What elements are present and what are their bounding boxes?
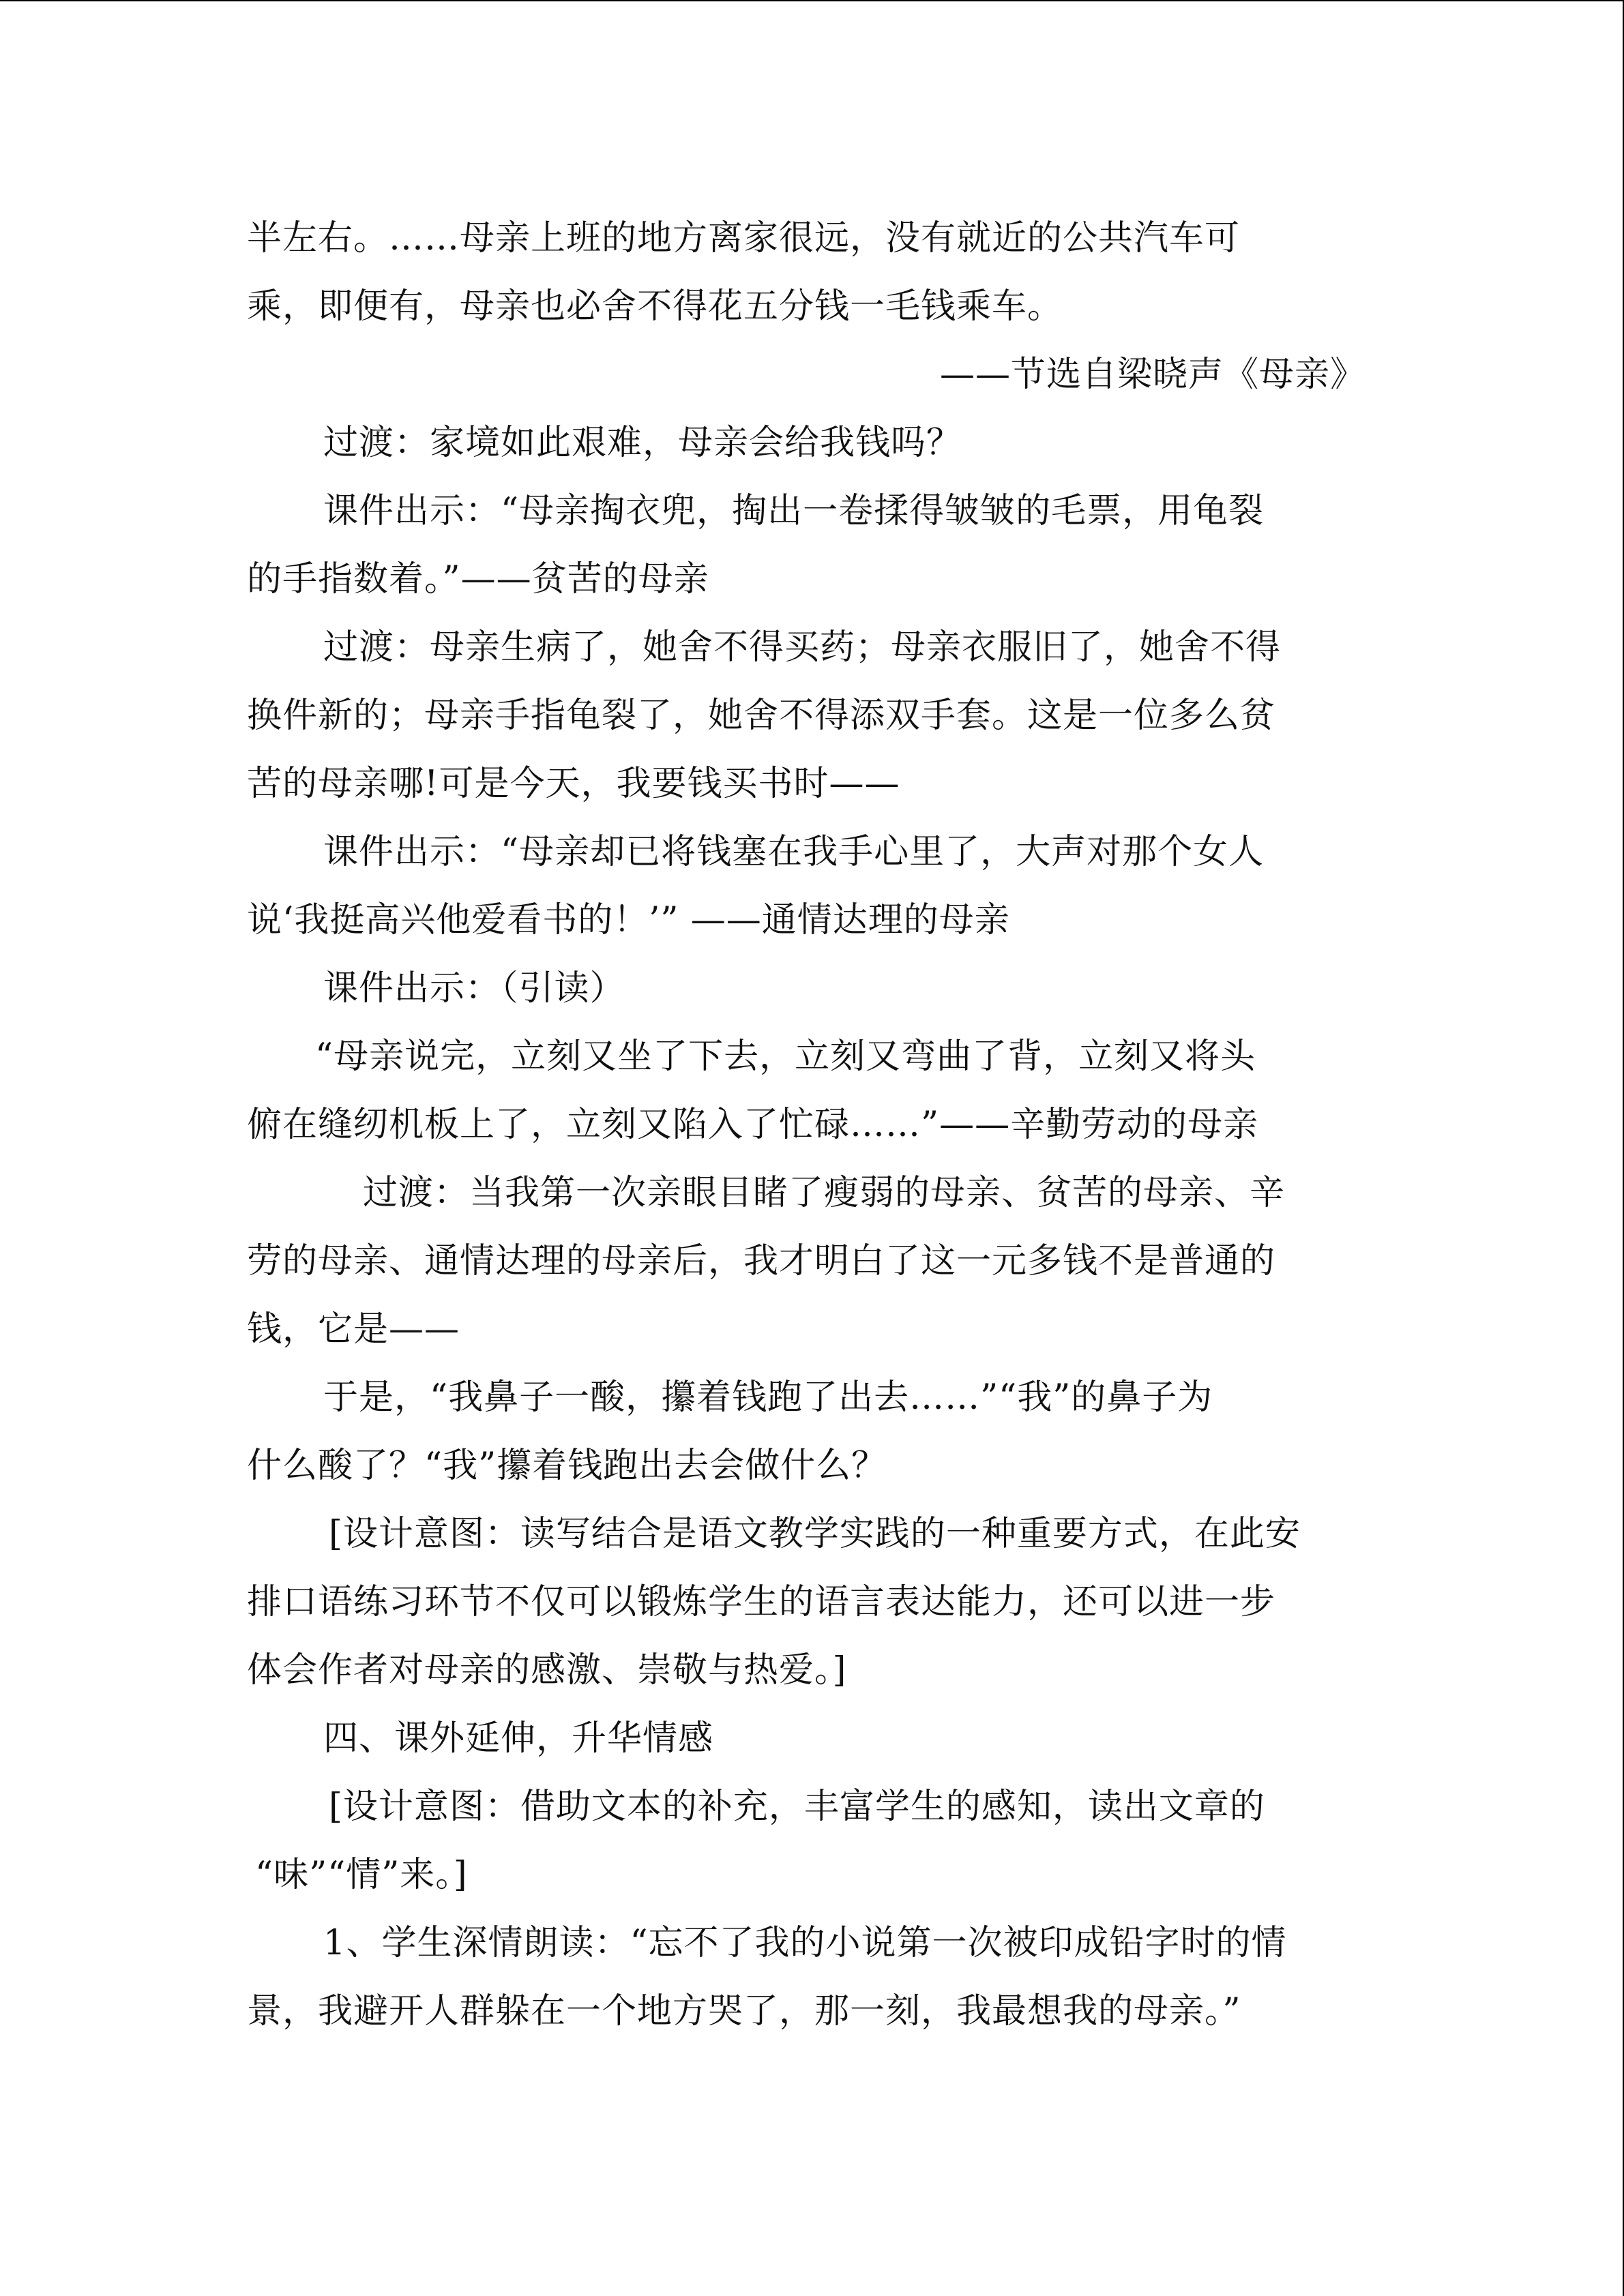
- text-line: 苦的母亲哪!可是今天，我要钱买书时——: [247, 764, 900, 804]
- text-line: 说‘我挺高兴他爱看书的！’” ——通情达理的母亲: [247, 900, 1010, 940]
- text-line: 换件新的；母亲手指龟裂了，她舍不得添双手套。这是一位多么贫: [247, 696, 1276, 736]
- text-line: 乘，即便有，母亲也必舍不得花五分钱一毛钱乘车。: [247, 286, 1063, 327]
- text-line: 于是，“我鼻子一酸，攥着钱跑了出去……”“我”的鼻子为: [323, 1377, 1213, 1418]
- design-intent-line: [设计意图：借助文本的补充，丰富学生的感知，读出文章的: [329, 1787, 1265, 1827]
- document-body: [247, 205, 1365, 2046]
- design-intent-line: 排口语练习环节不仅可以锻炼学生的语言表达能力，还可以进一步: [247, 1582, 1276, 1622]
- design-intent-line: “味”“情”来。]: [255, 1855, 468, 1895]
- text-line: 半左右。……母亲上班的地方离家很远，没有就近的公共汽车可: [247, 218, 1241, 258]
- text-line: 课件出示：“母亲掏衣兜，掏出一卷揉得皱皱的毛票，用龟裂: [323, 491, 1265, 531]
- source-citation: ——节选自梁晓声《母亲》: [939, 355, 1365, 395]
- text-line: 课件出示：“母亲却已将钱塞在我手心里了，大声对那个女人: [323, 832, 1265, 872]
- text-line: 过渡：家境如此艰难，母亲会给我钱吗？: [323, 423, 962, 463]
- text-line: 1、学生深情朗读：“忘不了我的小说第一次被印成铅字时的情: [323, 1923, 1287, 1963]
- text-line: 过渡：母亲生病了，她舍不得买药；母亲衣服旧了，她舍不得: [323, 627, 1282, 668]
- text-line: 劳的母亲、通情达理的母亲后，我才明白了这一元多钱不是普通的: [247, 1241, 1276, 1281]
- text-line: 课件出示：（引读）: [323, 968, 625, 1009]
- design-intent-line: 体会作者对母亲的感激、崇敬与热爱。]: [247, 1650, 847, 1690]
- text-line: 景，我避开人群躲在一个地方哭了，那一刻，我最想我的母亲。”: [247, 1991, 1241, 2031]
- text-line: “母亲说完，立刻又坐了下去，立刻又弯曲了背，立刻又将头: [315, 1037, 1256, 1077]
- section-heading: 四、课外延伸，升华情感: [323, 1718, 714, 1759]
- text-line: 钱，它是——: [247, 1309, 460, 1350]
- text-line: 俯在缝纫机板上了，立刻又陷入了忙碌……”——辛勤劳动的母亲: [247, 1105, 1259, 1145]
- design-intent-line: [设计意图：读写结合是语文教学实践的一种重要方式，在此安: [329, 1514, 1301, 1554]
- text-line: 什么酸了？“我”攥着钱跑出去会做什么？: [247, 1446, 887, 1486]
- text-line: 过渡：当我第一次亲眼目睹了瘦弱的母亲、贫苦的母亲、辛: [363, 1173, 1286, 1213]
- text-line: 的手指数着。”——贫苦的母亲: [247, 559, 709, 599]
